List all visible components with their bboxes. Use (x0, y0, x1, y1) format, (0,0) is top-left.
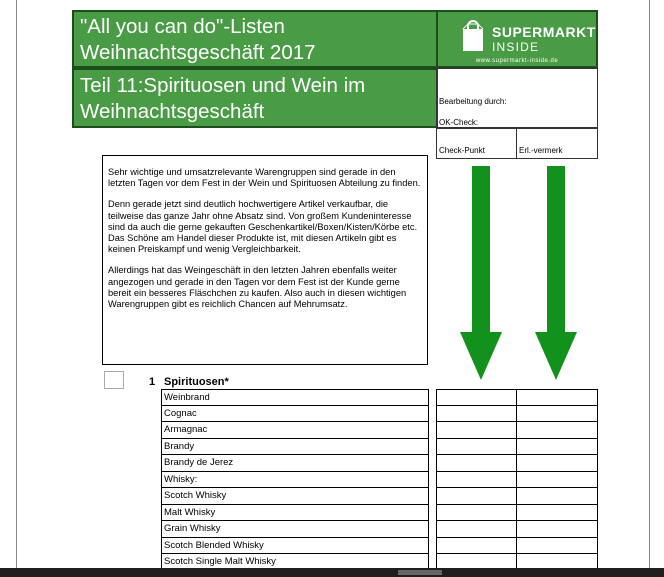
title-box (72, 10, 438, 68)
erl-vermerk-column (516, 389, 598, 571)
list-item: Armagnac (161, 422, 429, 439)
erl-vermerk-cell[interactable] (516, 472, 598, 489)
erl-vermerk-cell[interactable] (516, 455, 598, 472)
check-punkt-cell[interactable] (436, 422, 517, 439)
list-item: Malt Whisky (161, 505, 429, 522)
erl-vermerk-cell[interactable] (516, 422, 598, 439)
arrow-down-icon (535, 166, 577, 380)
arrow-down-icon (460, 166, 502, 380)
erl-vermerk-cell[interactable] (516, 488, 598, 505)
title-line-2: Weihnachtsgeschäft 2017 (80, 41, 316, 64)
horizontal-scrollbar[interactable] (0, 568, 664, 577)
intro-paragraph-3: Allerdings hat das Weingeschäft in den letzten Jahren ebenfalls weiter angezogen und gerade in den Tagen vor dem Fest ist der Kunde gerne bereit ein besseres Fläschchen zu kaufen. Also auch in diesen wichtigen Warengruppen gibt es reichlich Chancen auf Mehrumsatz. (108, 265, 407, 310)
section-number: 1 (149, 376, 156, 388)
logo-box (436, 10, 598, 68)
erl-vermerk-cell[interactable] (516, 521, 598, 538)
check-punkt-cell[interactable] (436, 439, 517, 456)
meta-box (436, 68, 598, 128)
check-punkt-cell[interactable] (436, 538, 517, 555)
shopping-bag-icon (460, 20, 486, 52)
list-item: Weinbrand (161, 389, 429, 406)
check-punkt-header: Check-Punkt (436, 128, 517, 159)
list-item: Grain Whisky (161, 521, 429, 538)
list-item: Scotch Single Malt Whisky (161, 554, 429, 571)
logo-text-inside: INSIDE (492, 40, 540, 54)
check-punkt-cell[interactable] (436, 505, 517, 522)
scrollbar-thumb[interactable] (398, 570, 442, 575)
check-punkt-cell[interactable] (436, 472, 517, 489)
spirituosen-item-list (161, 389, 429, 571)
check-punkt-cell[interactable] (436, 455, 517, 472)
check-punkt-cell[interactable] (436, 488, 517, 505)
bearbeitung-label: Bearbeitung durch: (439, 97, 507, 106)
erl-vermerk-cell[interactable] (516, 505, 598, 522)
list-item: Brandy (161, 439, 429, 456)
erl-vermerk-cell[interactable] (516, 538, 598, 555)
erl-vermerk-cell[interactable] (516, 439, 598, 456)
check-punkt-cell[interactable] (436, 406, 517, 423)
check-punkt-cell[interactable] (436, 389, 517, 406)
section-title: Spirituosen* (164, 376, 229, 388)
logo-text-supermarkt: SUPERMARKT (492, 24, 596, 40)
list-item: Scotch Blended Whisky (161, 538, 429, 555)
list-item: Cognac (161, 406, 429, 423)
subtitle-line-1: Teil 11:Spirituosen und Wein im (80, 74, 366, 97)
intro-paragraph-2: Denn gerade jetzt sind deutlich hochwertigere Artikel verkaufbar, die teilweise das ganze Jahr ohne Absatz sind. Von großem Kundeninteresse sind da auch die gerne gekauften Geschenkartikel/Boxen/Kisten/Körbe etc. Das Schöne am Handel dieser Produkte ist, mit diesen Artikeln gibt es keinen Preiskampf und wenig Vergleichbarkeit. (108, 199, 418, 255)
logo-url: www.supermarkt-inside.de (475, 58, 559, 64)
section-checkbox[interactable] (104, 371, 124, 389)
erl-vermerk-cell[interactable] (516, 406, 598, 423)
title-line-1: "All you can do"-Listen (80, 15, 285, 38)
check-punkt-cell[interactable] (436, 521, 517, 538)
subtitle-box (72, 68, 438, 128)
intro-paragraph-1: Sehr wichtige und umsatzrelevante Warengruppen sind gerade in den letzten Tagen vor dem Fest in der Wein und Spirituosen Abteilung zu finden. (108, 167, 421, 189)
ok-check-label: OK-Check: (439, 118, 479, 127)
list-item: Whisky: (161, 472, 429, 489)
list-item: Brandy de Jerez (161, 455, 429, 472)
subtitle-line-2: Weihnachtsgeschäft (80, 100, 265, 123)
intro-text-box (102, 155, 428, 365)
erl-vermerk-header: Erl.-vermerk (516, 128, 598, 159)
check-punkt-column (436, 389, 517, 571)
list-item: Scotch Whisky (161, 488, 429, 505)
erl-vermerk-cell[interactable] (516, 389, 598, 406)
